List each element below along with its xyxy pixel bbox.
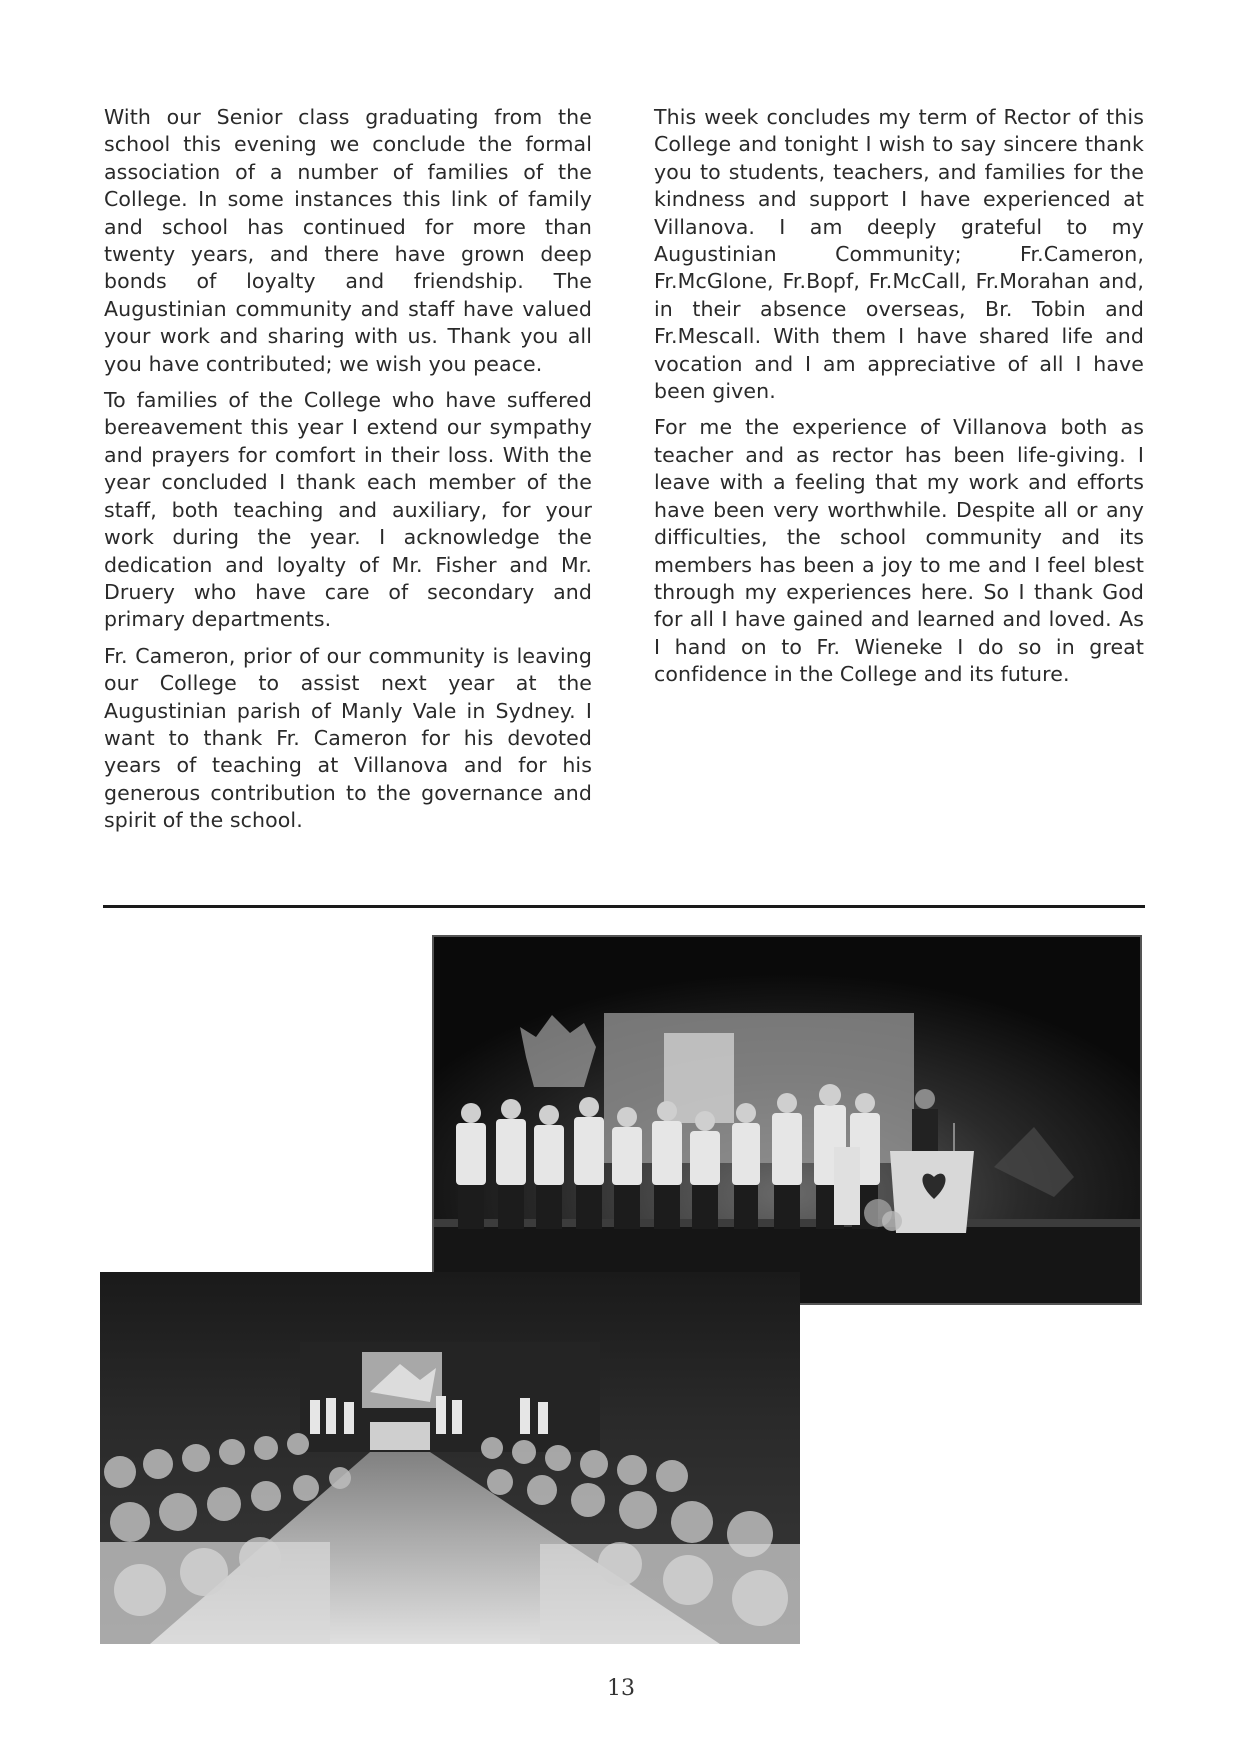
paragraph-rector-term: This week concludes my term of Rector of this College and tonight I wish to say sincere thank you to students, teachers, and families for the kindness and support I have experienced at Villanova. I am deeply grateful to my Augustinian Community; Fr.Cameron, Fr.McGlone, Fr.Bopf, Fr.McCall, Fr.Morahan and, in their absence overseas, Br. Tobin and Fr.Mescall. With them I have shared life and vocation and I am appreciative of all I have been given.: [654, 105, 1144, 404]
right-text-column: [654, 104, 1144, 698]
paragraph-senior-class: With our Senior class graduating from the school this evening we conclude the formal association of a number of families of the College. In some instances this link of family and school has continued for more than twenty years, and there have grown deep bonds of loyalty and friendship. The Augustinian community and staff have valued your work and sharing with us. Thank you all you have contributed; we wish you peace.: [104, 105, 592, 376]
horizontal-rule: [103, 905, 1145, 908]
left-text-column: [104, 104, 592, 844]
hall-audience-photo: [100, 1272, 800, 1644]
paragraph-bereavement: To families of the College who have suffered bereavement this year I extend our sympathy and prayers for comfort in their loss. With the year concluded I thank each member of the staff, both teaching and auxiliary, for your work during the year. I acknowledge the dedication and loyalty of Mr. Fisher and Mr. Druery who have care of secondary and primary departments.: [104, 388, 592, 632]
paragraph-fr-cameron: Fr. Cameron, prior of our community is leaving our College to assist next year at the Augustinian parish of Manly Vale in Sydney. I want to thank Fr. Cameron for his devoted years of teaching at Villanova and for his generous contribution to the governance and spirit of the school.: [104, 643, 592, 833]
graduation-stage-photo: [434, 937, 1140, 1303]
page-number: 13: [607, 1676, 635, 1701]
paragraph-villanova-experience: For me the experience of Villanova both as teacher and as rector has been life-giving. I leave with a feeling that my work and efforts have been very worthwhile. Despite all or any difficulties, the school community and its members has been a joy to me and I feel blest through my experiences here. So I thank God for all I have gained and learned and loved. As I hand on to Fr. Wieneke I do so in great confidence in the College and its future.: [654, 415, 1144, 687]
